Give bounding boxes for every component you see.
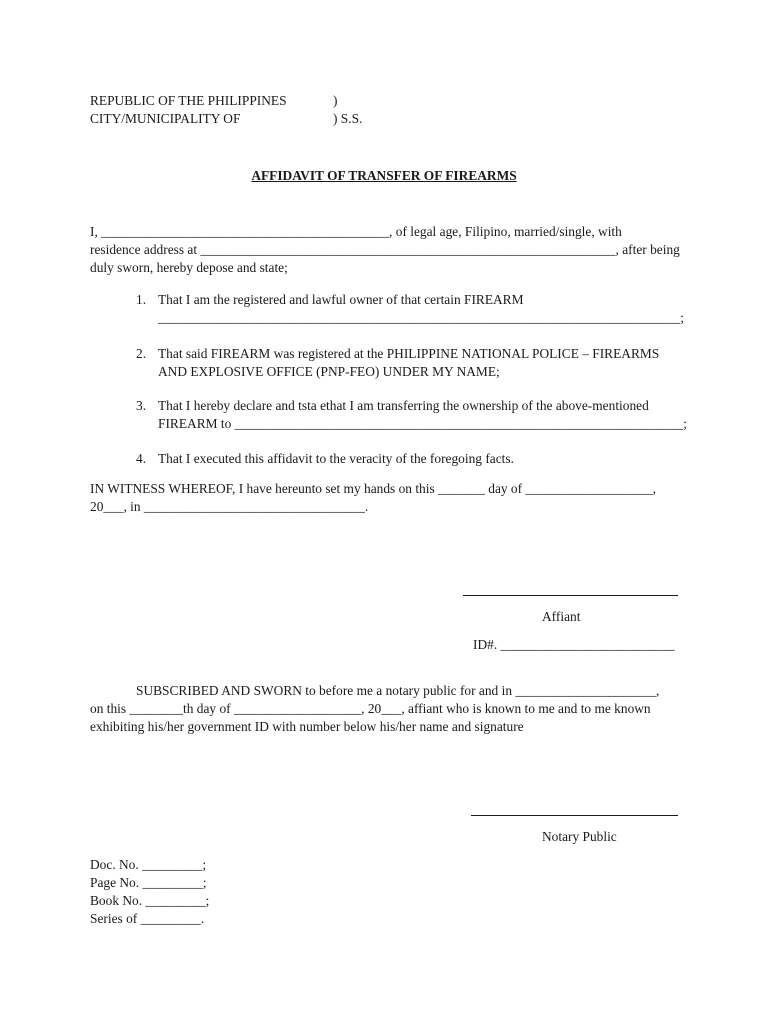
jurat-line-2: on this ________th day of ___________________, 20___, affiant who is known to me and to me known (90, 701, 651, 716)
item-text: AND EXPLOSIVE OFFICE (PNP-FEO) UNDER MY NAME; (158, 364, 500, 379)
item-text: That said FIREARM was registered at the PHILIPPINE NATIONAL POLICE – FIREARMS (158, 346, 660, 361)
caption-republic-mark: ) (333, 93, 338, 108)
witness-line-1: IN WITNESS WHEREOF, I have hereunto set my hands on this _______ day of ___________________, (90, 481, 656, 496)
page-no-entry: Page No. _________; (90, 875, 207, 890)
item-number: 3. (136, 398, 147, 413)
doc-no-entry: Doc. No. _________; (90, 857, 207, 872)
intro-line-3: duly sworn, hereby depose and state; (90, 260, 288, 275)
jurat-line-1: SUBSCRIBED AND SWORN to before me a notary public for and in _____________________, (136, 683, 660, 698)
jurat-line-3: exhibiting his/her government ID with number below his/her name and signature (90, 719, 524, 734)
item-number: 1. (136, 292, 147, 307)
item-text: FIREARM to ___________________________________________________________________; (158, 416, 687, 431)
series-entry: Series of _________. (90, 911, 205, 926)
item-text: That I executed this affidavit to the veracity of the foregoing facts. (158, 451, 514, 466)
intro-line-2: residence address at ______________________________________________________________, after being (90, 242, 680, 257)
item-number: 2. (136, 346, 147, 361)
item-text: That I hereby declare and tsta ethat I am transferring the ownership of the above-mentioned (158, 398, 649, 413)
notary-label: Notary Public (542, 829, 617, 844)
affiant-signature-line (463, 595, 678, 596)
caption-city-mark: ) S.S. (333, 111, 363, 126)
item-text: That I am the registered and lawful owner of that certain FIREARM (158, 292, 524, 307)
affiant-label: Affiant (542, 609, 581, 624)
witness-line-2: 20___, in _________________________________. (90, 499, 369, 514)
caption-republic: REPUBLIC OF THE PHILIPPINES (90, 93, 287, 108)
affiant-id-line: ID#. __________________________ (473, 637, 675, 652)
intro-line-1: I, ___________________________________________, of legal age, Filipino, married/single, with (90, 224, 622, 239)
caption-city: CITY/MUNICIPALITY OF (90, 111, 241, 126)
notary-signature-line (471, 815, 678, 816)
book-no-entry: Book No. _________; (90, 893, 210, 908)
document-title: AFFIDAVIT OF TRANSFER OF FIREARMS (251, 168, 517, 183)
item-text: ______________________________________________________________________________; (158, 310, 684, 325)
item-number: 4. (136, 451, 147, 466)
